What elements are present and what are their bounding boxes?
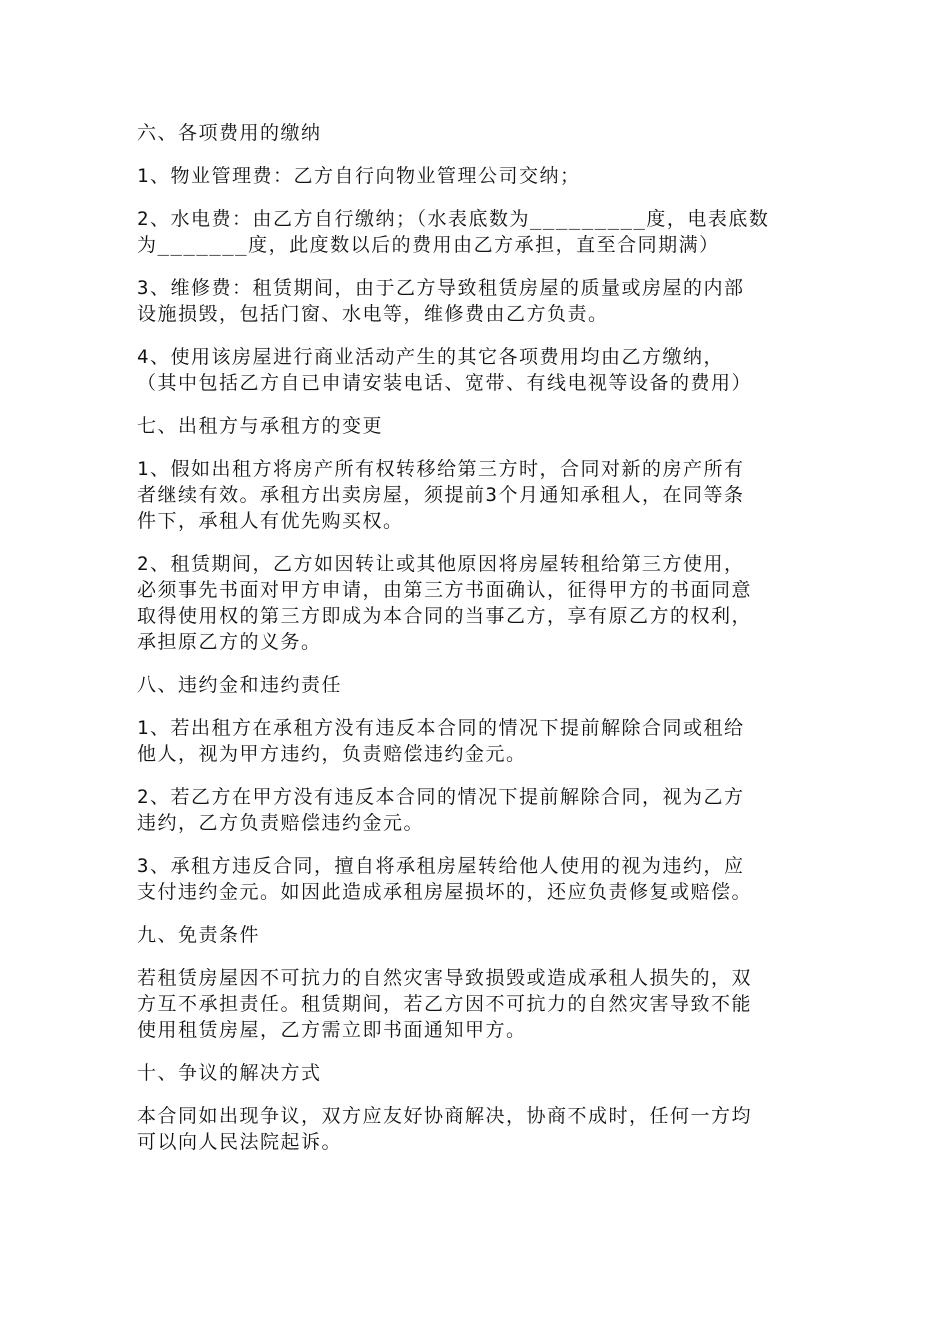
text-line: （其中包括乙方自已申请安装电话、宽带、有线电视等设备的费用） [137, 372, 753, 394]
clause-dispute-resolution [137, 1103, 817, 1155]
text-line: 设施损毁，包括门窗、水电等，维修费由乙方负责。 [137, 303, 609, 325]
text-line: 1、假如出租方将房产所有权转移给第三方时，合同对新的房产所有 [137, 458, 745, 480]
text-line: 为_______度，此度数以后的费用由乙方承担，直至合同期满） [137, 234, 720, 256]
section-heading-breach [137, 672, 817, 698]
text-line: 必须事先书面对甲方申请，由第三方书面确认，征得甲方的书面同意 [137, 579, 753, 601]
text-line: 2、若乙方在甲方没有违反本合同的情况下提前解除合同，视为乙方 [137, 786, 745, 808]
clause-maintenance-fee [137, 275, 817, 327]
text-line: 1、物业管理费：乙方自行向物业管理公司交纳； [137, 165, 581, 187]
text-line: 件下，承租人有优先购买权。 [137, 510, 404, 532]
section-heading-fees [137, 120, 817, 146]
text-line: 方互不承担责任。租赁期间，若乙方因不可抗力的自然灾害导致不能 [137, 993, 753, 1015]
text-line: 3、承租方违反合同，擅自将承租房屋转给他人使用的视为违约，应 [137, 855, 745, 877]
clause-lessor-breach [137, 715, 817, 767]
text-line: 他人，视为甲方违约，负责赔偿违约金元。 [137, 743, 527, 765]
text-line: 本合同如出现争议，双方应友好协商解决，协商不成时，任何一方均 [137, 1105, 753, 1127]
section-heading-force-majeure [137, 922, 817, 948]
clause-sublease [137, 551, 817, 655]
clause-utility-fee [137, 206, 817, 258]
text-line: 违约，乙方负责赔偿违约金元。 [137, 812, 425, 834]
text-line: 若租赁房屋因不可抗力的自然灾害导致损毁或造成承租人损失的，双 [137, 967, 753, 989]
section-heading-dispute [137, 1060, 817, 1086]
heading-text: 七、出租方与承租方的变更 [137, 415, 384, 437]
text-line: 可以向人民法院起诉。 [137, 1131, 343, 1153]
heading-text: 九、免责条件 [137, 924, 261, 946]
text-line: 支付违约金元。如因此造成承租房屋损坏的，还应负责修复或赔偿。 [137, 881, 753, 903]
text-line: 1、若出租方在承租方没有违反本合同的情况下提前解除合同或租给 [137, 717, 745, 739]
heading-text: 八、违约金和违约责任 [137, 674, 343, 696]
text-line: 3、维修费：租赁期间，由于乙方导致租赁房屋的质量或房屋的内部 [137, 277, 745, 299]
text-line: 承担原乙方的义务。 [137, 631, 322, 653]
clause-property-fee [137, 163, 817, 189]
heading-text: 六、各项费用的缴纳 [137, 122, 322, 144]
text-line: 使用租赁房屋，乙方需立即书面通知甲方。 [137, 1019, 527, 1041]
text-line: 4、使用该房屋进行商业活动产生的其它各项费用均由乙方缴纳， [137, 346, 724, 368]
text-line: 2、水电费：由乙方自行缴纳；（水表底数为_________度，电表底数 [137, 208, 770, 230]
text-line: 取得使用权的第三方即成为本合同的当事乙方，享有原乙方的权利， [137, 605, 753, 627]
clause-lessee-breach [137, 784, 817, 836]
clause-ownership-transfer [137, 456, 817, 534]
text-line: 者继续有效。承租方出卖房屋，须提前3个月通知承租人，在同等条 [137, 484, 745, 506]
heading-text: 十、争议的解决方式 [137, 1062, 322, 1084]
clause-unauthorized-transfer [137, 853, 817, 905]
clause-commercial-fee [137, 344, 817, 396]
section-heading-party-change [137, 413, 817, 439]
text-line: 2、租赁期间，乙方如因转让或其他原因将房屋转租给第三方使用， [137, 553, 745, 575]
clause-force-majeure [137, 965, 817, 1043]
document-body [137, 120, 817, 1172]
